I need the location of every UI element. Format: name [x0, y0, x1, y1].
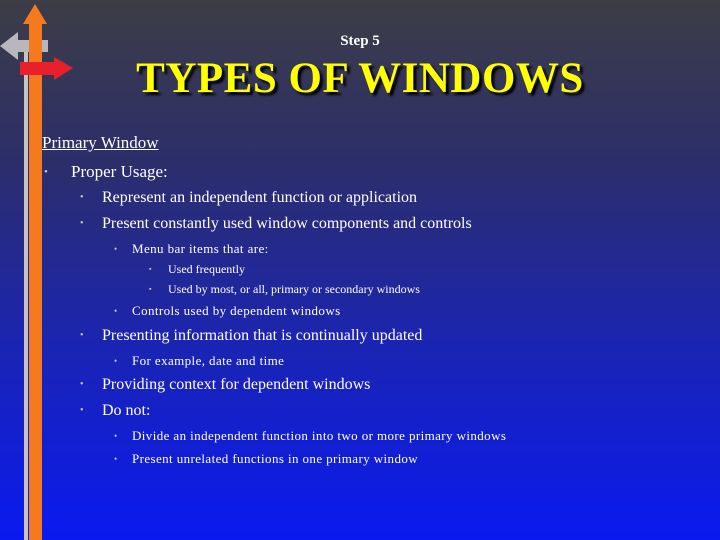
bullet-icon: •	[80, 405, 84, 416]
slide-title: TYPES OF WINDOWS	[136, 55, 584, 102]
bullet-item: • Controls used by dependent windows	[114, 303, 341, 318]
bullet-item: • Providing context for dependent windows	[80, 376, 371, 393]
bullet-icon: •	[44, 166, 48, 178]
bullet-icon: •	[114, 244, 118, 254]
bullet-icon: •	[114, 306, 118, 316]
section-heading: Primary Window	[42, 133, 159, 152]
bullet-item: ▪ Used frequently	[149, 262, 245, 276]
bullet-item: • For example, date and time	[114, 353, 285, 368]
square-bullet-icon: ▪	[149, 285, 152, 293]
bullet-item: • Proper Usage:	[44, 162, 168, 181]
bullet-item: • Menu bar items that are:	[114, 241, 269, 256]
bullet-item: • Divide an independent function into two or more primary windows	[114, 428, 507, 443]
bullet-icon: •	[80, 218, 84, 229]
bullet-icon: •	[114, 356, 118, 366]
square-bullet-icon: ▪	[149, 265, 152, 273]
bullet-icon: •	[80, 330, 84, 341]
bullet-item: • Present unrelated functions in one primary window	[114, 451, 419, 466]
step-label: Step 5	[340, 33, 380, 49]
bullet-item: • Do not:	[80, 402, 151, 419]
bullet-item: • Represent an independent function or application	[80, 189, 418, 206]
bullet-icon: •	[80, 192, 84, 203]
bullet-item: • Present constantly used window components and controls	[80, 215, 472, 232]
bullet-item: • Presenting information that is continually updated	[80, 327, 423, 344]
bullet-icon: •	[114, 431, 118, 441]
bullet-icon: •	[114, 454, 118, 464]
bullet-icon: •	[80, 379, 84, 390]
bullet-item: ▪ Used by most, or all, primary or secondary windows	[149, 282, 420, 296]
